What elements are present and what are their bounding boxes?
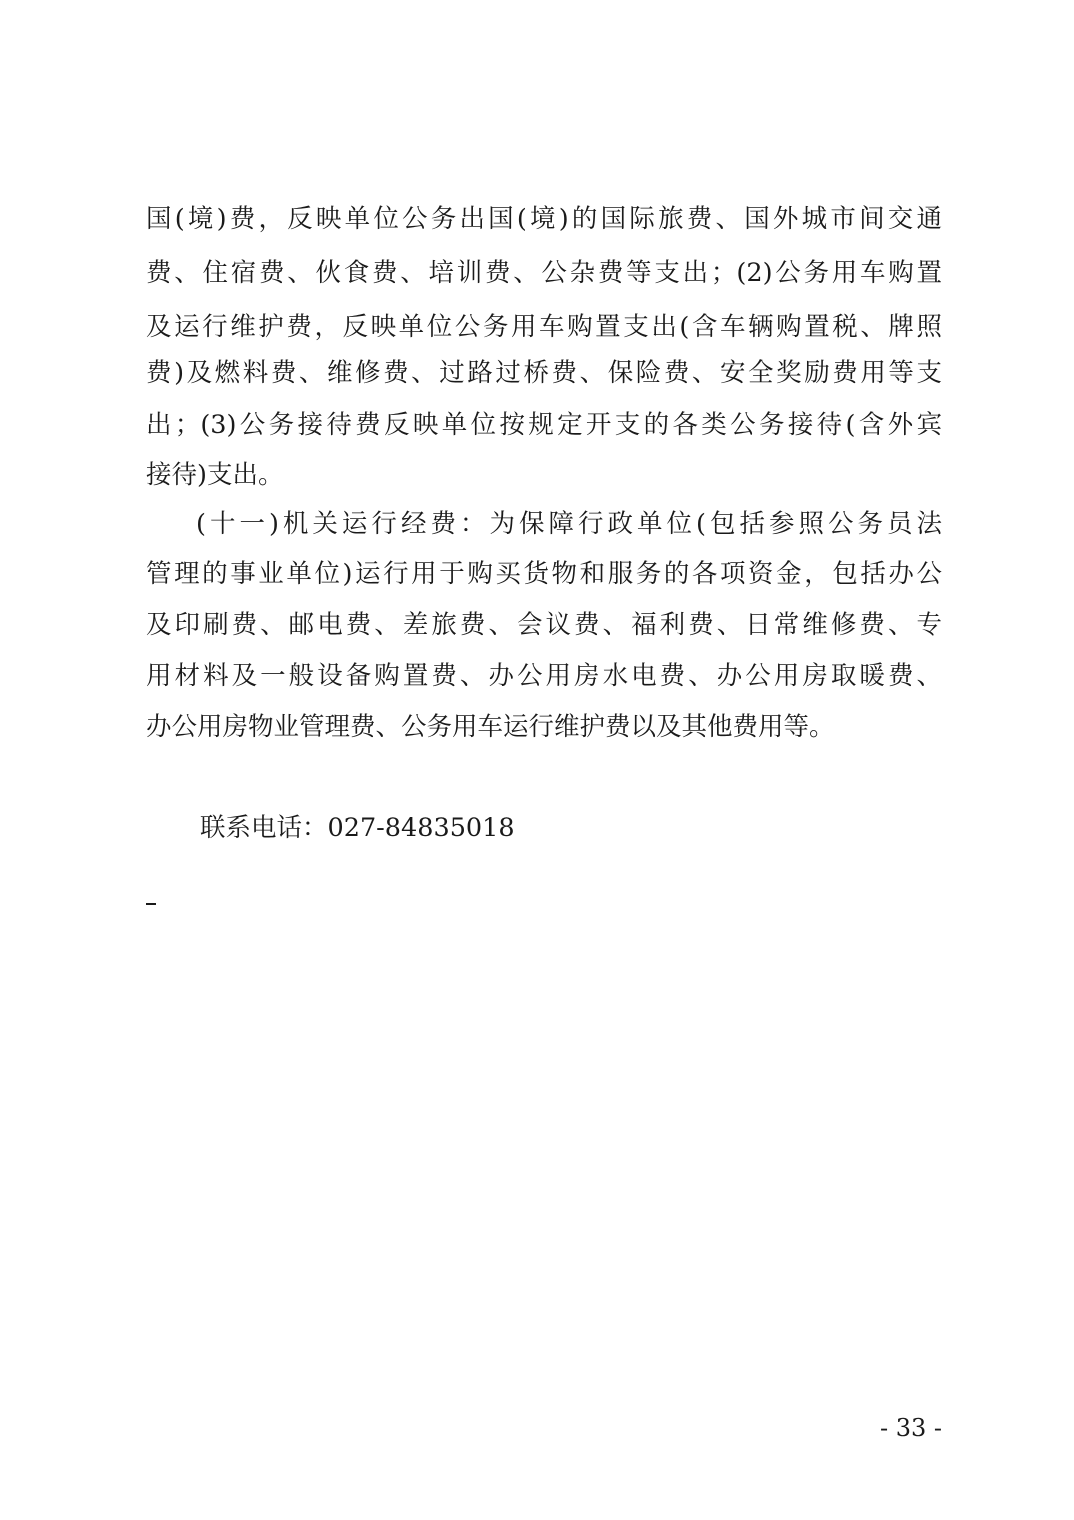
dash-mark (146, 903, 156, 905)
paragraph-2-line: 及印刷费、邮电费、差旅费、会议费、福利费、日常维修费、专 (146, 610, 942, 640)
paragraph-2-line: 用材料及一般设备购置费、办公用房水电费、办公用房取暖费、 (146, 661, 942, 691)
paragraph-2-line: 办公用房物业管理费、公务用车运行维护费以及其他费用等。 (146, 712, 835, 742)
paragraph-1-line: 接待)支出。 (146, 460, 284, 490)
contact-label: 联系电话： (200, 813, 328, 843)
paragraph-2-line: (十一)机关运行经费：为保障行政单位(包括参照公务员法 (196, 509, 942, 539)
paragraph-1-line: 费、住宿费、伙食费、培训费、公杂费等支出；(2)公务用车购置 (146, 258, 942, 288)
paragraph-1-line: 及运行维护费，反映单位公务用车购置支出(含车辆购置税、牌照 (146, 312, 942, 342)
paragraph-1-line: 费)及燃料费、维修费、过路过桥费、保险费、安全奖励费用等支 (146, 358, 942, 388)
contact-phone: 027-84835018 (327, 813, 515, 843)
contact-line (200, 808, 515, 848)
paragraph-1-line: 国(境)费，反映单位公务出国(境)的国际旅费、国外城市间交通 (146, 204, 942, 234)
paragraph-2-line: 管理的事业单位)运行用于购买货物和服务的各项资金，包括办公 (146, 559, 942, 589)
page-number: - 33 - (879, 1414, 942, 1442)
paragraph-1-line: 出；(3)公务接待费反映单位按规定开支的各类公务接待(含外宾 (146, 410, 942, 440)
